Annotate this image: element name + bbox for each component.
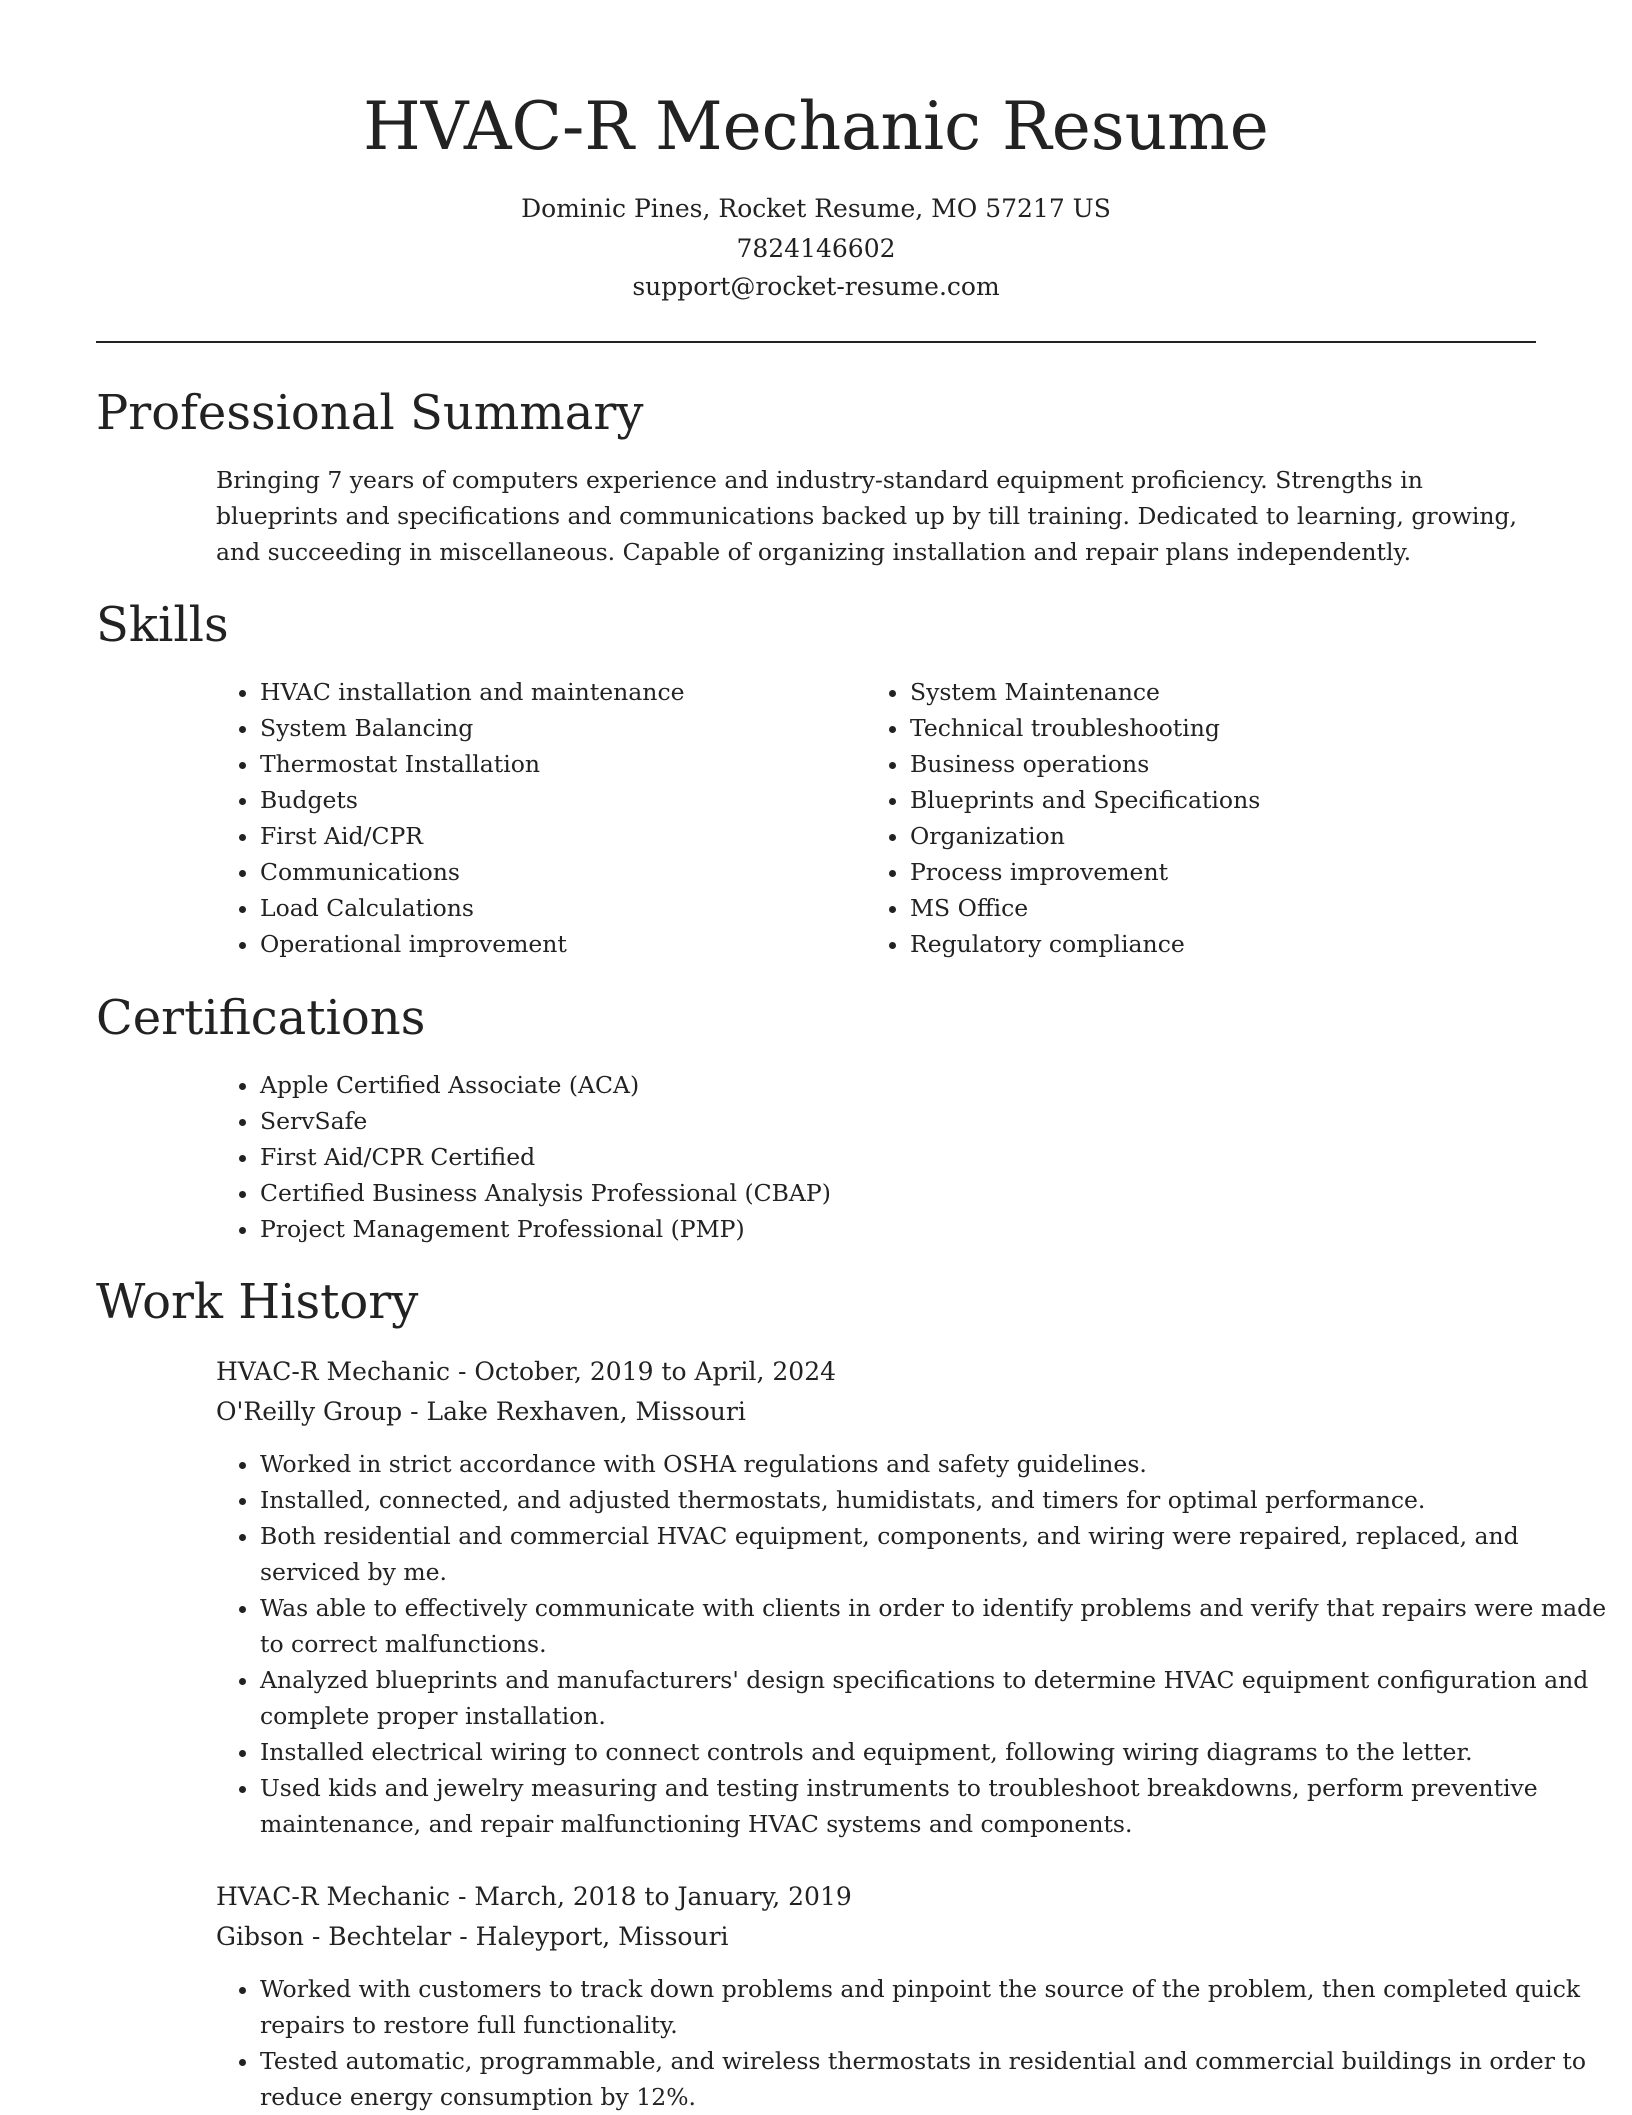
list-item: • Used kids and jewelry measuring and testing instruments to troubleshoot breakdowns, perform preventive maintenance, and repair malfunctioning HVAC systems and components. [260, 1770, 1615, 1842]
skills-heading: Skills [96, 597, 229, 653]
list-item: • Installed electrical wiring to connect controls and equipment, following wiring diagrams to the letter. [260, 1734, 1615, 1770]
list-item: • Worked in strict accordance with OSHA regulations and safety guidelines. [260, 1446, 1615, 1482]
job-dates: - March, 2018 to January, 2019 [450, 1882, 852, 1911]
resume-title: HVAC-R Mechanic Resume [363, 88, 1269, 165]
summary-heading: Professional Summary [96, 385, 644, 441]
job-bullets [216, 1971, 1615, 2115]
skills-list-left [216, 674, 860, 962]
list-item: • ServSafe [260, 1103, 1560, 1139]
list-item: • Certified Business Analysis Professional (CBAP) [260, 1175, 1560, 1211]
work-history-heading: Work History [96, 1274, 419, 1330]
list-item: • MS Office [910, 890, 1510, 926]
job-location: - Haleyport, Missouri [451, 1922, 729, 1951]
list-item: • Was able to effectively communicate with clients in order to identify problems and verify that repairs were made to correct malfunctions. [260, 1590, 1615, 1662]
job-dates: - October, 2019 to April, 2024 [450, 1357, 837, 1386]
contact-phone: 7824146602 [736, 234, 896, 263]
job-title-line [216, 1877, 852, 1917]
contact-email: support@rocket-resume.com [632, 272, 1000, 301]
job-bullets [216, 1446, 1615, 1842]
list-item: • Technical troubleshooting [910, 710, 1510, 746]
summary-text: Bringing 7 years of computers experience and industry-standard equipment proficiency. Strengths in blueprints and specifications and communications backed up by till training. Dedicated to learning, growing, and succeeding in miscellaneous. Capable of organizing installation and repair plans independently. [216, 466, 1518, 566]
list-item: • First Aid/CPR [260, 818, 860, 854]
list-item: • Regulatory compliance [910, 926, 1510, 962]
list-item: • Both residential and commercial HVAC equipment, components, and wiring were repaired, replaced, and serviced by me. [260, 1518, 1615, 1590]
list-item: • Load Calculations [260, 890, 860, 926]
job-company-line [216, 1917, 729, 1957]
header-divider [96, 341, 1536, 343]
job-title-line [216, 1352, 836, 1392]
list-item: • Process improvement [910, 854, 1510, 890]
list-item: • Installed, connected, and adjusted thermostats, humidistats, and timers for optimal performance. [260, 1482, 1615, 1518]
job-company: O'Reilly Group [216, 1397, 403, 1426]
job-company: Gibson - Bechtelar [216, 1922, 452, 1951]
list-item: • Operational improvement [260, 926, 860, 962]
list-item: • System Balancing [260, 710, 860, 746]
list-item: • HVAC installation and maintenance [260, 674, 860, 710]
list-item: • Thermostat Installation [260, 746, 860, 782]
list-item: • Apple Certified Associate (ACA) [260, 1067, 1560, 1103]
list-item: • Communications [260, 854, 860, 890]
contact-address: Dominic Pines, Rocket Resume, MO 57217 US [521, 194, 1111, 223]
list-item: • Analyzed blueprints and manufacturers' design specifications to determine HVAC equipment configuration and complete proper installation. [260, 1662, 1615, 1734]
skills-list-right [866, 674, 1510, 962]
list-item: • System Maintenance [910, 674, 1510, 710]
list-item: • Project Management Professional (PMP) [260, 1211, 1560, 1247]
list-item: • Business operations [910, 746, 1510, 782]
job-location: - Lake Rexhaven, Missouri [402, 1397, 746, 1426]
list-item: • Blueprints and Specifications [910, 782, 1510, 818]
list-item: • Organization [910, 818, 1510, 854]
list-item: • Budgets [260, 782, 860, 818]
certifications-heading: Certifications [96, 990, 426, 1046]
certifications-list [216, 1067, 1560, 1247]
job-company-line [216, 1392, 746, 1432]
job-role: HVAC-R Mechanic [216, 1357, 451, 1386]
list-item: • First Aid/CPR Certified [260, 1139, 1560, 1175]
list-item: • Worked with customers to track down problems and pinpoint the source of the problem, then completed quick repairs to restore full functionality. [260, 1971, 1615, 2043]
job-role: HVAC-R Mechanic [216, 1882, 451, 1911]
list-item: • Tested automatic, programmable, and wireless thermostats in residential and commercial buildings in order to reduce energy consumption by 12%. [260, 2043, 1615, 2115]
